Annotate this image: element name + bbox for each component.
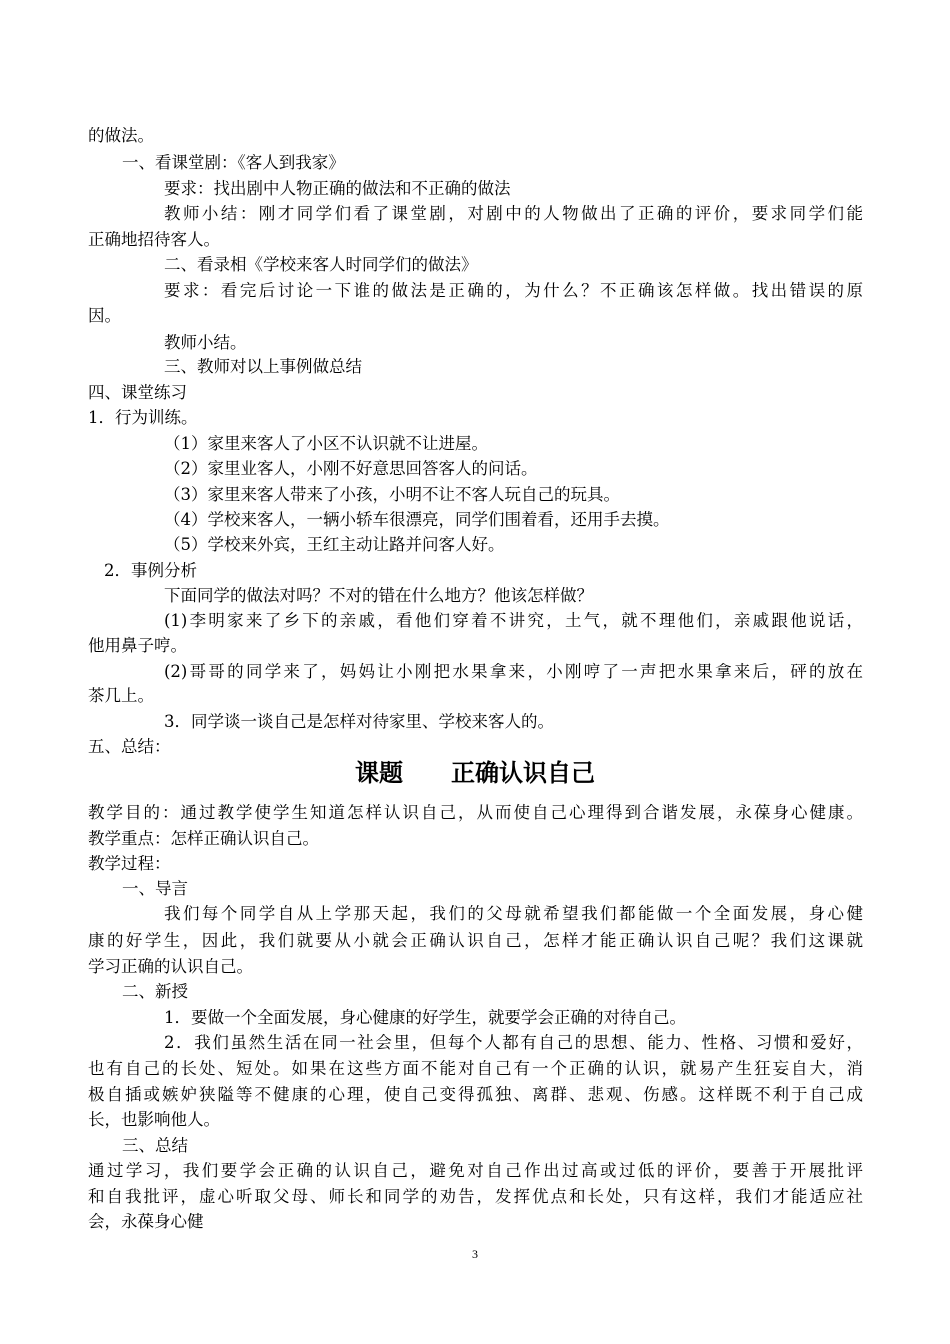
text-line: 长，也影响他人。: [88, 1110, 220, 1129]
list-item: （4）学校来客人，一辆小轿车很漂亮，同学们围着看，还用手去摸。: [164, 510, 670, 529]
text-line: 教学重点：怎样正确认识自己。: [88, 829, 319, 848]
text-line: 要求：找出剧中人物正确的做法和不正确的做法: [164, 179, 511, 198]
text-line: 教学过程：: [88, 854, 171, 873]
lesson-title-label: 课题: [355, 759, 403, 787]
text-line: 三、教师对以上事例做总结: [164, 357, 362, 376]
list-item: （3）家里来客人带来了小孩，小明不让不客人玩自己的玩具。: [164, 485, 620, 504]
text-line: 极自插或嫉妒狭隘等不健康的心理，使自己变得孤独、离群、悲观、伤感。这样既不利于自己成: [88, 1085, 863, 1104]
text-line: 茶几上。: [88, 686, 154, 705]
text-line: 1．要做一个全面发展，身心健康的好学生，就要学会正确的对待自己。: [164, 1008, 686, 1027]
text-line: 因。: [88, 306, 121, 325]
text-line: 通过学习，我们要学会正确的认识自己，避免对自己作出过高或过低的评价，要善于开展批评: [88, 1161, 863, 1180]
text-line: 我们每个同学自从上学那天起，我们的父母就希望我们都能做一个全面发展，身心健: [164, 904, 863, 923]
lesson-title: [0, 758, 950, 788]
text-line: 正确地招待客人。: [88, 230, 220, 249]
section-heading: 三、总结: [122, 1136, 188, 1155]
text-line: 康的好学生，因此，我们就要从小就会正确认识自己，怎样才能正确认识自己呢？我们这课就: [88, 931, 863, 950]
text-line: 教学目的：通过教学使学生知道怎样认识自己，从而使自己心理得到合谐发展，永葆身心健康。: [88, 803, 863, 822]
text-line: 1．行为训练。: [88, 408, 198, 427]
text-line: 和自我批评，虚心听取父母、师长和同学的劝告，发挥优点和长处，只有这样，我们才能适应社: [88, 1187, 863, 1206]
text-line: 要求：看完后讨论一下谁的做法是正确的，为什么？不正确该怎样做。找出错误的原: [164, 281, 863, 300]
text-line: 教师小结：刚才同学们看了课堂剧，对剧中的人物做出了正确的评价，要求同学们能: [164, 204, 863, 223]
text-line: 会，永葆身心健: [88, 1212, 204, 1231]
text-line: 下面同学的做法对吗？不对的错在什么地方？他该怎样做？: [164, 586, 593, 605]
section-heading: 一、导言: [122, 879, 188, 898]
text-line: 3．同学谈一谈自己是怎样对待家里、学校来客人的。: [164, 712, 554, 731]
text-line: 2．我们虽然生活在同一社会里，但每个人都有自己的思想、能力、性格、习惯和爱好，: [164, 1033, 863, 1052]
text-line: 学习正确的认识自己。: [88, 957, 253, 976]
text-line: (2)哥哥的同学来了，妈妈让小刚把水果拿来，小刚哼了一声把水果拿来后，砰的放在: [164, 662, 863, 681]
section-heading: 五、总结：: [88, 737, 171, 756]
text-line: 教师小结。: [164, 333, 247, 352]
section-heading: 二、新授: [122, 982, 188, 1001]
text-line: 他用鼻子哼。: [88, 636, 187, 655]
section-heading: 四、课堂练习: [88, 383, 187, 402]
lesson-title-text: 正确认识自己: [451, 759, 595, 787]
page-number: 3: [472, 1247, 478, 1261]
text-line: (1)李明家来了乡下的亲戚，看他们穿着不讲究，土气，就不理他们，亲戚跟他说话，: [164, 611, 863, 630]
text-line: 的做法。: [88, 126, 154, 145]
text-line: 2．事例分析: [104, 561, 197, 580]
text-line: 二、看录相《学校来客人时同学们的做法》: [164, 255, 478, 274]
text-line: 一、看课堂剧：《客人到我家》: [122, 153, 345, 172]
list-item: （5）学校来外宾，王红主动让路并问客人好。: [164, 535, 505, 554]
text-line: 也有自己的长处、短处。如果在这些方面不能对自己有一个正确的认识，就易产生狂妄自大，消: [88, 1059, 863, 1078]
list-item: （2）家里业客人，小刚不好意思回答客人的问话。: [164, 459, 538, 478]
list-item: （1）家里来客人了小区不认识就不让进屋。: [164, 434, 488, 453]
